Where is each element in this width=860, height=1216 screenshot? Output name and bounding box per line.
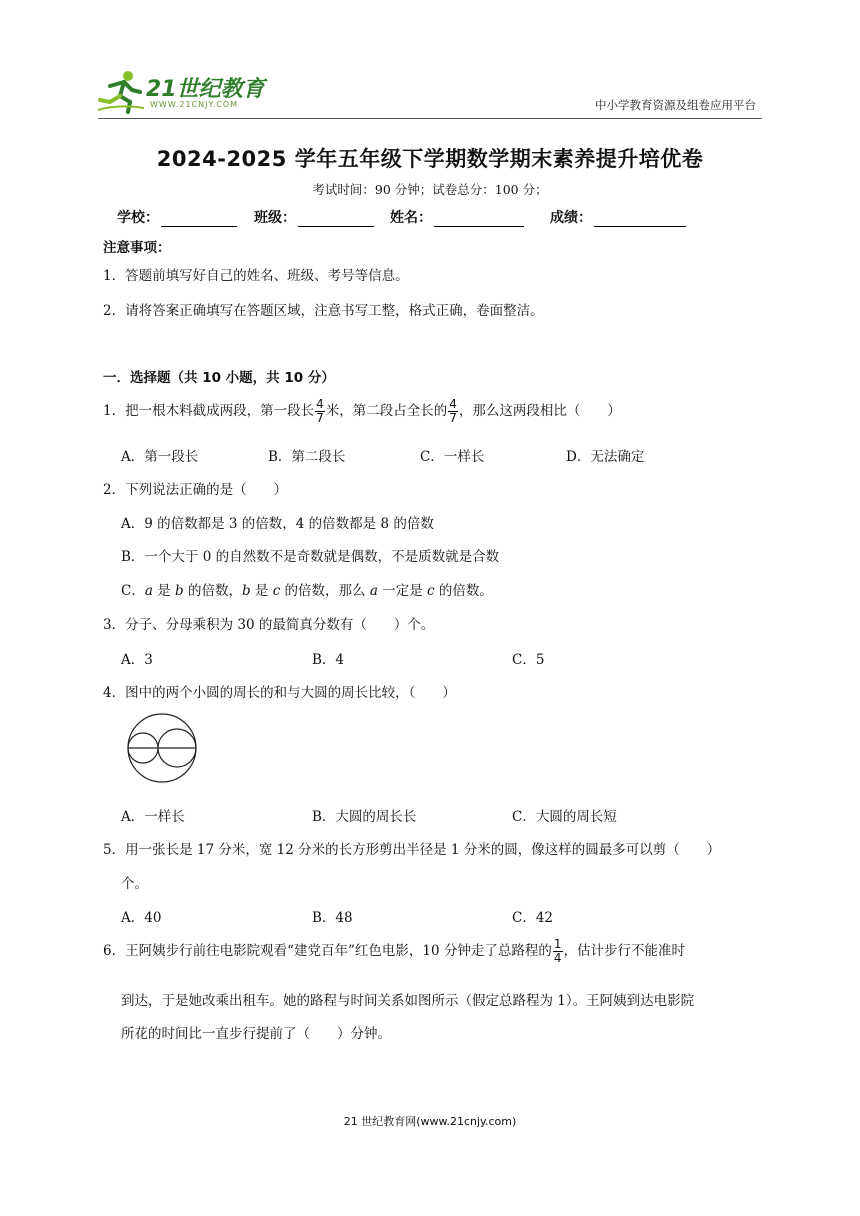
platform-label: 中小学教育资源及组卷应用平台 bbox=[595, 98, 756, 112]
question-1 bbox=[103, 398, 621, 425]
q3-option-c[interactable]: C．5 bbox=[512, 652, 545, 668]
q2-option-c[interactable]: C．a 是 b 的倍数，b 是 c 的倍数，那么 a 一定是 c 的倍数。 bbox=[121, 583, 493, 599]
score-blank[interactable] bbox=[594, 211, 686, 227]
q5-option-b[interactable]: B．48 bbox=[312, 910, 353, 926]
q1-option-d[interactable]: D．无法确定 bbox=[566, 449, 645, 465]
question-6 bbox=[103, 938, 685, 965]
q5-option-a[interactable]: A．40 bbox=[121, 910, 162, 926]
question-2: 2．下列说法正确的是（ ） bbox=[103, 482, 288, 498]
brand-logo bbox=[98, 70, 268, 116]
q4-option-c[interactable]: C．大圆的周长短 bbox=[512, 809, 617, 825]
question-4: 4．图中的两个小圆的周长的和与大圆的周长比较，（ ） bbox=[103, 685, 456, 701]
q5-option-c[interactable]: C．42 bbox=[512, 910, 554, 926]
fraction: $\frac{1}{4}$ bbox=[553, 937, 562, 965]
q2-option-b[interactable]: B．一个大于 0 的自然数不是奇数就是偶数，不是质数就是合数 bbox=[121, 549, 500, 565]
logo-text: 21世纪教育 bbox=[146, 77, 265, 102]
score-field bbox=[550, 207, 686, 227]
section-heading: 一．选择题（共 10 小题，共 10 分） bbox=[103, 370, 335, 386]
header-divider bbox=[98, 118, 762, 119]
q1-option-a[interactable]: A．第一段长 bbox=[121, 449, 199, 465]
q2-option-a[interactable]: A．9 的倍数都是 3 的倍数，4 的倍数都是 8 的倍数 bbox=[121, 516, 434, 532]
q4-option-b[interactable]: B．大圆的周长长 bbox=[312, 809, 417, 825]
runner-logo-icon bbox=[98, 70, 146, 114]
q1-option-b[interactable]: B．第二段长 bbox=[268, 449, 346, 465]
name-field bbox=[390, 207, 524, 227]
class-field bbox=[254, 207, 374, 227]
exam-subtitle: 考试时间：90 分钟；试卷总分：100 分； bbox=[312, 182, 548, 197]
q1-text-3: ，那么这两段相比（ ） bbox=[458, 403, 621, 419]
circles-figure bbox=[120, 712, 204, 784]
exam-title: 2024-2025 学年五年级下学期数学期末素养提升培优卷 bbox=[156, 147, 704, 171]
q6-text-2: ，估计步行不能准时 bbox=[563, 943, 686, 959]
class-blank[interactable] bbox=[298, 211, 374, 227]
q6-text-1: 6．王阿姨步行前往电影院观看“建党百年”红色电影，10 分钟走了总路程的 bbox=[103, 943, 552, 959]
question-5-cont: 个。 bbox=[121, 876, 148, 892]
question-6-cont: 到达，于是她改乘出租车。她的路程与时间关系如图所示（假定总路程为 1）。王阿姨到达电影院 bbox=[121, 993, 695, 1009]
page-footer: 21 世纪教育网(www.21cnjy.com) bbox=[343, 1115, 517, 1128]
score-label: 成绩： bbox=[550, 210, 592, 226]
school-blank[interactable] bbox=[161, 211, 237, 227]
note-item: 2．请将答案正确填写在答题区域，注意书写工整，格式正确，卷面整洁。 bbox=[103, 303, 544, 319]
name-blank[interactable] bbox=[434, 211, 524, 227]
q1-text-2: 米，第二段占全长的 bbox=[325, 403, 448, 419]
school-label: 学校： bbox=[117, 210, 159, 226]
fraction: $\frac{4}{7}$ bbox=[316, 397, 324, 425]
q1-option-c[interactable]: C．一样长 bbox=[420, 449, 485, 465]
question-5: 5．用一张长是 17 分米，宽 12 分米的长方形剪出半径是 1 分米的圆，像这样的圆最多可以剪（ ） bbox=[103, 842, 721, 858]
q3-option-b[interactable]: B．4 bbox=[312, 652, 345, 668]
question-3: 3．分子、分母乘积为 30 的最简真分数有（ ）个。 bbox=[103, 617, 435, 633]
name-label: 姓名： bbox=[390, 210, 432, 226]
logo-url: WWW.21CNJY.COM bbox=[150, 100, 239, 109]
notes-heading: 注意事项： bbox=[103, 240, 171, 256]
q4-option-a[interactable]: A．一样长 bbox=[121, 809, 185, 825]
school-field bbox=[117, 207, 237, 227]
fraction: $\frac{4}{7}$ bbox=[449, 397, 457, 425]
q1-text-1: 1．把一根木料截成两段，第一段长 bbox=[103, 403, 315, 419]
class-label: 班级： bbox=[254, 210, 296, 226]
question-6-cont: 所花的时间比一直步行提前了（ ）分钟。 bbox=[121, 1026, 391, 1042]
q3-option-a[interactable]: A．3 bbox=[121, 652, 153, 668]
note-item: 1．答题前填写好自己的姓名、班级、考号等信息。 bbox=[103, 268, 409, 284]
